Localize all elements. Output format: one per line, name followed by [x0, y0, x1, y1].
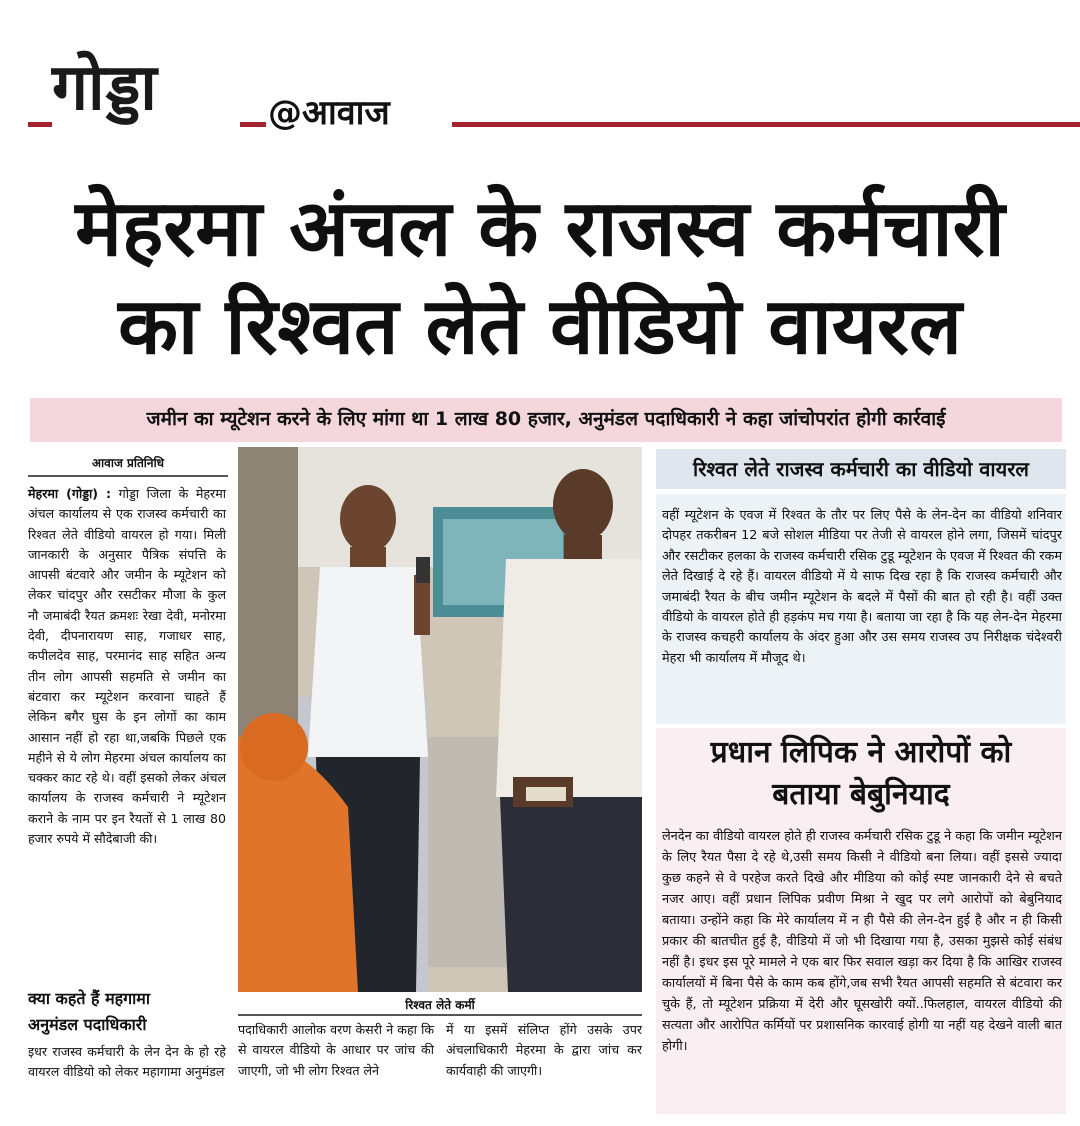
photo-caption: रिश्वत लेते कर्मी	[405, 998, 475, 1012]
news-photo	[238, 447, 642, 992]
headline-line-1: मेहरमा अंचल के राजस्व कर्मचारी	[75, 184, 1005, 274]
left-body-text: गोड्डा जिला के मेहरमा अंचल कार्यालय से एक राजस्व कर्मचारी का रिश्वत लेते वीडियो वायरल हो गया। मिली जानकारी के अनुसार पैत्रिक संपत्ति के आपसी बंटवारे और जमीन के म्यूटेशन को लेकर चांदपुर और रसटीकर मौजा के कुल नौ जमाबंदी रैयत क्रमशः रेखा देवी, मनोरमा देवी, दीपनारायण साह, गजाधर साह, कपीलदेव साह, परमानंद साह सहित अन्य तीन लोग आपसी सहमति से जमीन का बंटवारा कर म्यूटेशन करवाना चाहते हैं लेकिन बगैर घुस के इन लोगों का काम आसान नहीं हो रहा था,जबकि पिछले एक महीने से ये लोग मेहरमा अंचल कार्यालय का चक्कर काट रहे थे। वहीं इसको लेकर अंचल कार्यालय के राजस्व कर्मचारी ने म्यूटेशन कराने के नाम पर इन रैयतों से 1 लाख 80 हजार रुपये में सौदेबाजी की।	[28, 486, 226, 847]
headline-line-2: का रिश्वत लेते वीडियो वायरल	[118, 282, 962, 372]
subhead-line-1: क्या कहते हैं महगामा	[28, 989, 151, 1008]
left-column-body	[28, 484, 226, 984]
bottom-column-1: पदाधिकारी आलोक वरण केसरी ने कहा कि से वायरल वीडियो के आधार पर जांच की जाएगी, जो भी लोग रिश्वत लेने	[238, 1022, 434, 1078]
photo-illustration	[238, 447, 642, 992]
right-body-1: वहीं म्यूटेशन के एवज में रिश्वत के तौर पर लिए पैसे के लेन-देन का वीडियो शनिवार दोपहर तकरीबन 12 बजे सोशल मीडिया पर तेजी से वायरल होने लगा, जिसमें चांदपुर और रसटीकर हलका के राजस्व कर्मचारी रसिक टुडू म्यूटेशन के एवज में रिश्वत की रकम लेते दिखाई दे रहे हैं। वायरल वीडियो में ये साफ दिख रहा है कि राजस्व कर्मचारी और जमाबंदी रैयत के बीच जमीन म्यूटेशन के बदले में पैसों की बात हो रही है। वहीं उक्त वीडियो के वायरल होते ही हड़कंप मच गया है। बताया जा रहा है कि यह लेन-देन मेहरमा के राजस्व कचहरी कार्यालय के अंदर हुआ और उस समय राजस्व उप निरीक्षक चंदेश्वरी मेहरा भी कार्यालय में मौजूद थे।	[662, 508, 1062, 666]
right-head-2-line-2: बताया बेबुनियाद	[772, 777, 950, 812]
right-head-1: रिश्वत लेते राजस्व कर्मचारी का वीडियो वायरल	[693, 457, 1029, 481]
masthead-rule-mid	[240, 122, 266, 127]
masthead-city: गोड्डा	[52, 51, 158, 125]
right-head-2-line-1: प्रधान लिपिक ने आरोपों को	[710, 735, 1012, 770]
strap-deck: जमीन का म्यूटेशन करने के लिए मांगा था 1 लाख 80 हजार, अनुमंडल पदाधिकारी ने कहा जांचोपरांत होगी कार्रवाई	[146, 408, 946, 430]
dateline: मेहरमा (गोड्डा) :	[28, 486, 112, 501]
caption-rule	[238, 1014, 642, 1016]
bottom-column-2: में या इसमें संलिप्त होंगे उसके उपर अंचलाधिकारी मेहरमा के द्वारा जांच कर कार्यवाही की जाएगी।	[446, 1022, 642, 1078]
masthead-rule-right	[452, 122, 1080, 127]
right-body-2: लेनदेन का वीडियो वायरल होते ही राजस्व कर्मचारी रसिक टुडू ने कहा कि जमीन म्यूटेशन के लिए रैयत पैसा दे रहे थे,उसी समय किसी ने वीडियो बना लिया। वहीं इससे ज्यादा कुछ कहने से वे परहेज करते दिखे और मीडिया को कोई स्पष्ट जानकारी देने से बचते नजर आए। वहीं प्रधान लिपिक प्रवीण मिश्रा ने खुद पर लगे आरोपों को बेबुनियाद बताया। उन्होंने कहा कि मेरे कार्यालय में न ही पैसे की लेन-देन हुई है और न ही किसी प्रकार की बातचीत हुई है, वीडियो में जो भी दिखाया गया है, उसका मुझसे कोई संबंध नहीं है। इधर इस पूरे मामले ने एक बार फिर सवाल खड़ा कर दिया है कि आखिर राजस्व कार्यालयों में बिना पैसे के काम कब होंगे,जब सभी रैयत आपसी सहमति से बंटवारा कर चुके हैं, तो म्यूटेशन प्रक्रिया में देरी और घूसखोरी क्यों..फिलहाल, वायरल वीडियो की सत्यता और आरोपित कर्मियों पर प्रशासनिक कारवाई होगी या नहीं यह देखने वाली बात होगी।	[662, 829, 1062, 1054]
subhead-line-2: अनुमंडल पदाधिकारी	[28, 1015, 147, 1034]
masthead-brand: @आवाज	[268, 93, 390, 133]
masthead-rule-left	[28, 122, 52, 127]
left-column-tail: इधर राजस्व कर्मचारी के लेन देन के हो रहे वायरल वीडियो को लेकर महागामा अनुमंडल	[28, 1044, 226, 1080]
byline: आवाज प्रतिनिधि	[28, 454, 228, 477]
